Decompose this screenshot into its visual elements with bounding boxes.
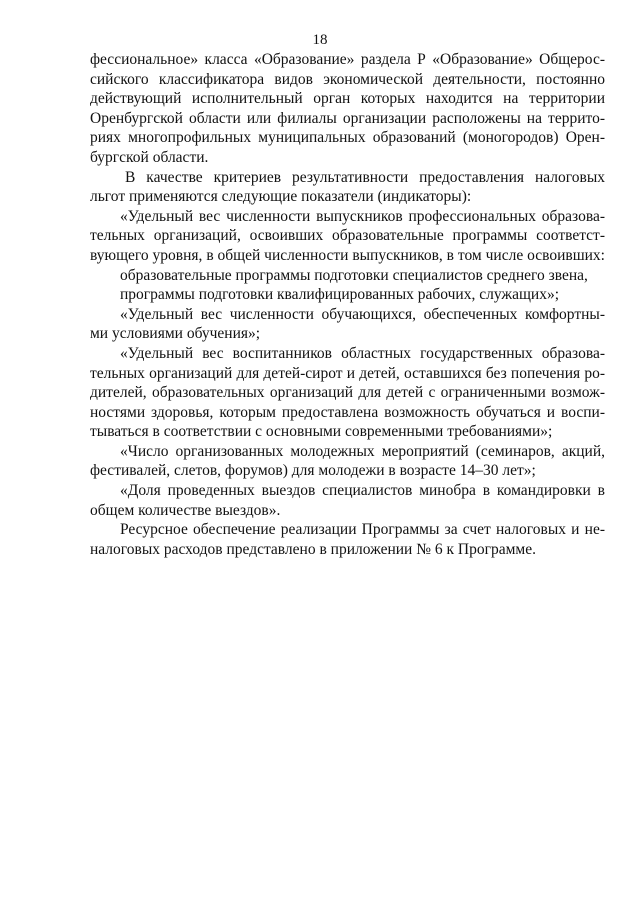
text-line: Ресурсное обеспечение реализации Программы за счет налоговых и не- (120, 521, 605, 539)
text-line: налоговых расходов представлено в приложении № 6 к Программе. (90, 540, 536, 558)
text-line: «Удельный вес численности обучающихся, обеспеченных комфортны- (120, 305, 605, 323)
text-line: ми условиями обучения»; (90, 325, 261, 343)
text-line: образовательные программы подготовки специалистов среднего звена, (120, 266, 588, 284)
text-line: «Число организованных молодежных мероприятий (семинаров, акций, (120, 442, 605, 460)
text-line: «Удельный вес воспитанников областных государственных образова- (120, 344, 605, 362)
text-line: тельных организаций для детей-сирот и детей, оставшихся без попечения ро- (90, 364, 605, 382)
text-line: фессиональное» класса «Образование» раздела Р «Образование» Общерос- (90, 51, 605, 68)
text-line: дителей, образовательных организаций для детей с ограниченными возмож- (90, 384, 605, 402)
text-line: тельных организаций, освоивших образовательные программы соответст- (90, 227, 605, 245)
text-line: ностями здоровья, которым предоставлена возможность обучаться и воспи- (90, 403, 605, 421)
text-line: риях многопрофильных муниципальных образований (моногородов) Орен- (90, 129, 605, 147)
text-line: «Доля проведенных выездов специалистов минобра в командировки в (120, 482, 605, 500)
text-line: «Удельный вес численности выпускников профессиональных образова- (120, 207, 605, 225)
text-line: тываться в соответствии с основными современными требованиями»; (90, 423, 553, 441)
text-line: общем количестве выездов». (90, 501, 281, 519)
text-line: бургской области. (90, 148, 209, 166)
document-body (90, 50, 605, 559)
text-line: сийского классификатора видов экономической деятельности, постоянно (90, 70, 605, 88)
text-line: программы подготовки квалифицированных рабочих, служащих»; (120, 286, 560, 304)
page-number: 18 (312, 32, 328, 48)
text-line: Оренбургской области или филиалы организации расположены на террито- (90, 109, 605, 127)
text-line: фестивалей, слетов, форумов) для молодежи в возрасте 14–30 лет»; (90, 462, 536, 480)
text-line: действующий исполнительный орган которых находится на территории (90, 90, 605, 108)
text-line: вующего уровня, в общей численности выпускников, в том числе освоивших: (90, 246, 605, 264)
text-line: В качестве критериев результативности предоставления налоговых (125, 168, 605, 186)
text-line: льгот применяются следующие показатели (индикаторы): (90, 188, 472, 206)
